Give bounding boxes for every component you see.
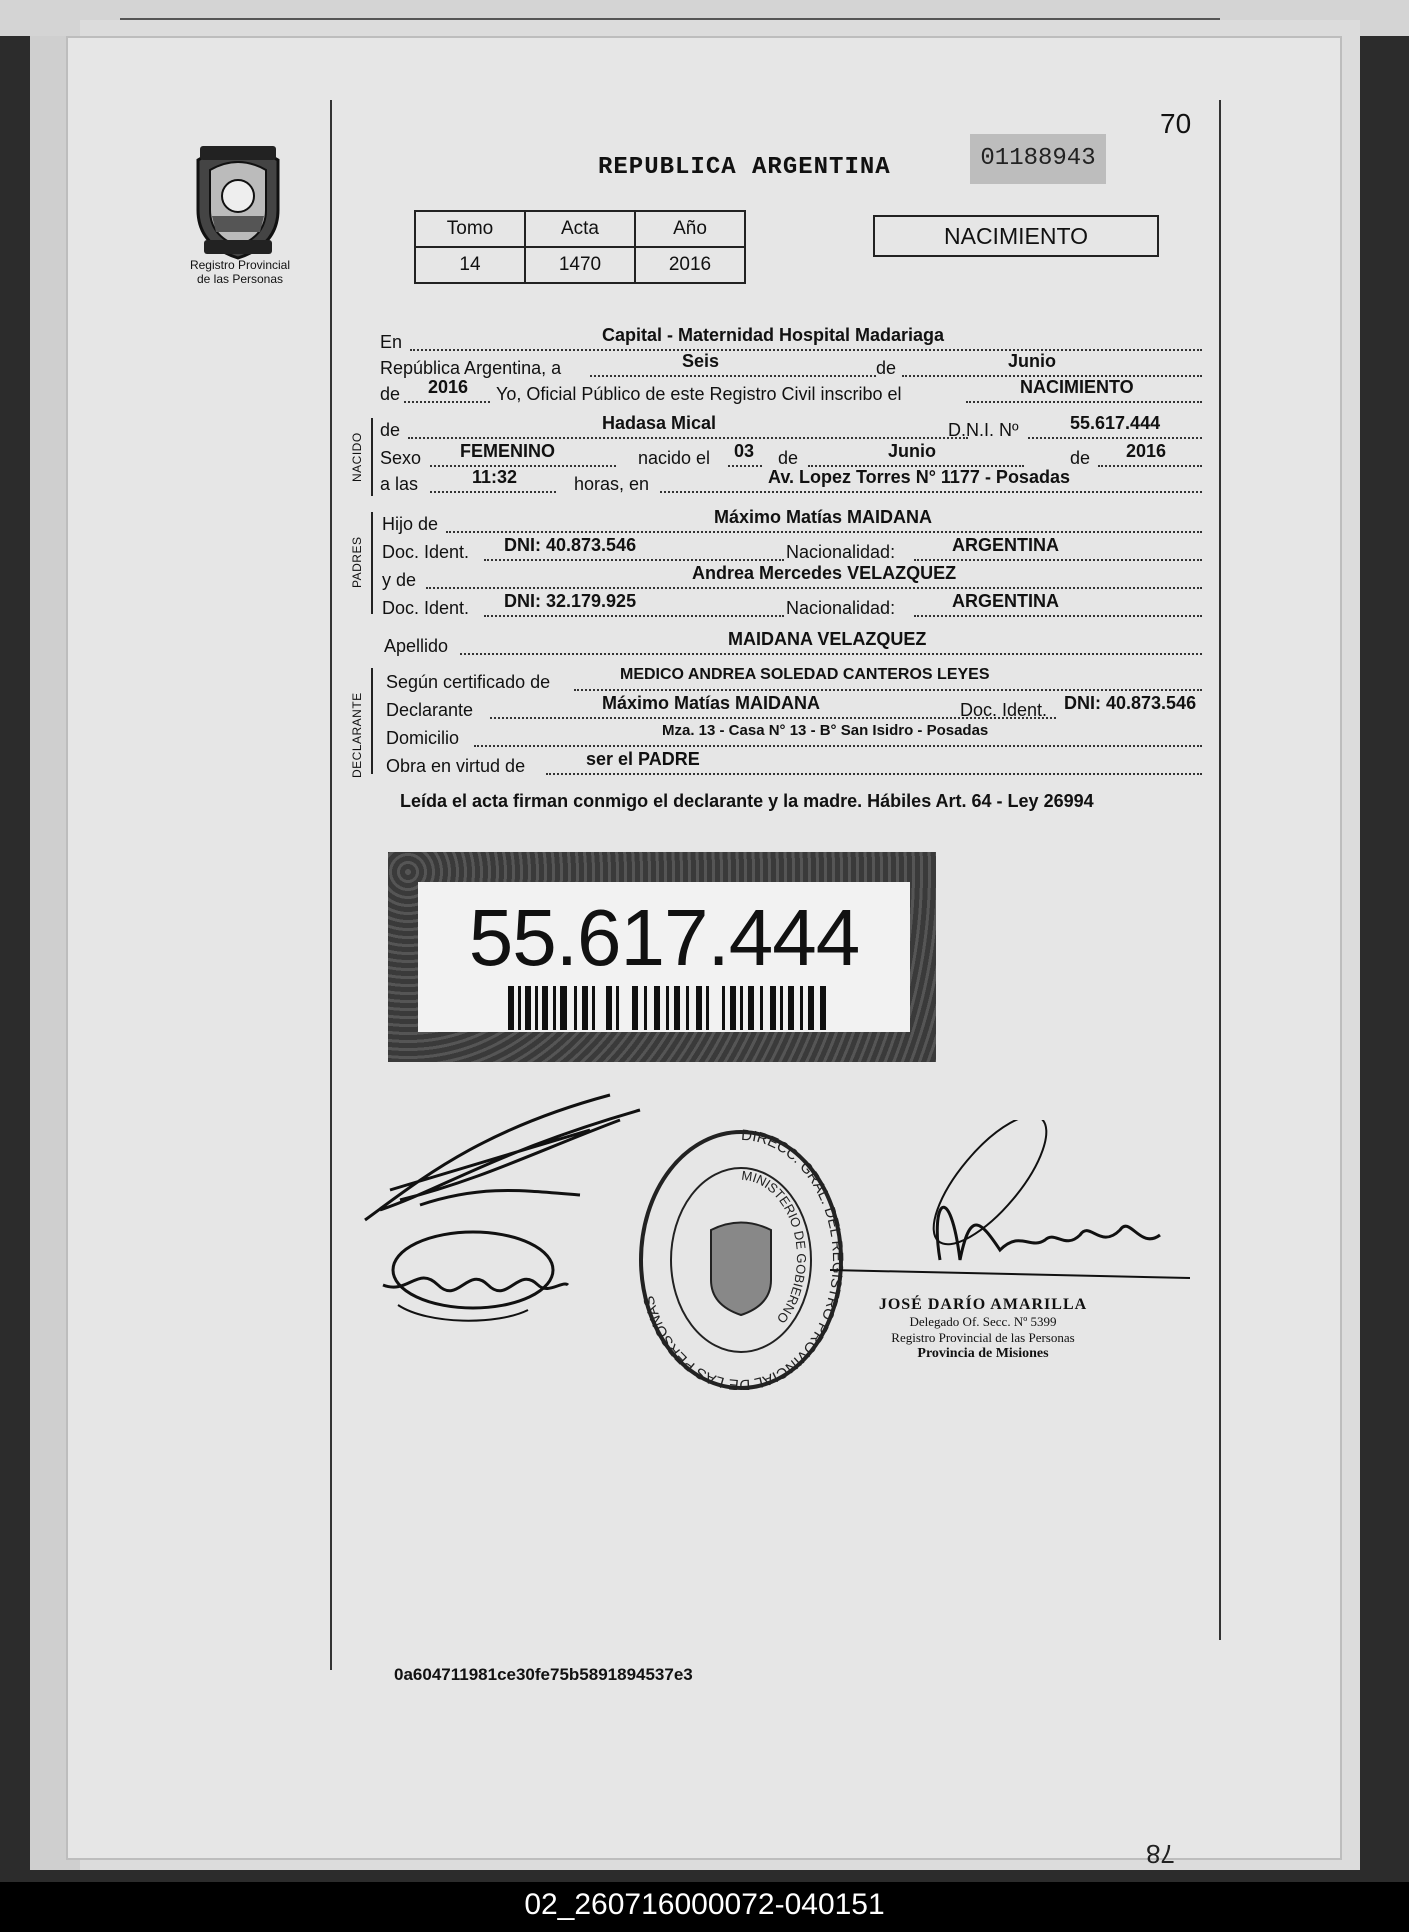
officer-title: Delegado Of. Secc. Nº 5399 bbox=[909, 1314, 1057, 1329]
certificate-value: MEDICO ANDREA SOLEDAD CANTEROS LEYES bbox=[620, 666, 990, 683]
officer-registry: Registro Provincial de las Personas bbox=[891, 1330, 1075, 1345]
mother-nat-label: Nacionalidad: bbox=[786, 598, 896, 618]
left-margin-line bbox=[330, 100, 332, 1670]
place-label: En bbox=[380, 332, 403, 352]
capacity-value: ser el PADRE bbox=[586, 749, 700, 769]
mother-doc-label: Doc. Ident. bbox=[382, 598, 470, 618]
right-margin-line bbox=[1219, 100, 1221, 1640]
registry-label bbox=[170, 258, 310, 286]
hours-label: horas, en bbox=[574, 474, 650, 494]
declarant-name: Máximo Matías MAIDANA bbox=[602, 693, 821, 713]
barcode-icon bbox=[508, 986, 828, 1030]
capacity-label: Obra en virtud de bbox=[386, 756, 526, 776]
mother-label: y de bbox=[382, 570, 417, 590]
table-value-row bbox=[415, 247, 745, 283]
born-de2-label: de bbox=[1070, 448, 1091, 468]
row-birth-time-place bbox=[380, 467, 1202, 496]
domicile-value: Mza. 13 - Casa N° 13 - B° San Isidro - Posadas bbox=[662, 722, 989, 739]
father-nationality: ARGENTINA bbox=[952, 535, 1059, 555]
signature-officer bbox=[830, 1120, 1200, 1320]
mother-doc: DNI: 32.179.925 bbox=[504, 591, 637, 611]
father-label: Hijo de bbox=[382, 514, 439, 534]
signature-mother bbox=[360, 1090, 660, 1230]
padres-bracket bbox=[371, 512, 373, 614]
child-dni: 55.617.444 bbox=[1070, 413, 1161, 433]
father-name: Máximo Matías MAIDANA bbox=[714, 507, 933, 527]
father-doc: DNI: 40.873.546 bbox=[504, 535, 637, 555]
declarant-doc-label: Doc. Ident. bbox=[960, 700, 1048, 720]
barcode-number: 55.617.444 bbox=[468, 893, 860, 982]
record-type-box: NACIMIENTO bbox=[873, 215, 1159, 257]
signature-declarant bbox=[378, 1225, 578, 1335]
row-place bbox=[380, 325, 1202, 354]
table-header-row bbox=[415, 211, 745, 247]
folio-number: 70 bbox=[1160, 108, 1192, 139]
date-day: Seis bbox=[682, 351, 720, 371]
dni-label: D.N.I. Nº bbox=[948, 420, 1019, 440]
officer-province: Provincia de Misiones bbox=[917, 1346, 1049, 1361]
officer-statement: Yo, Oficial Público de este Registro Civil inscribo el bbox=[496, 384, 902, 404]
surname-value: MAIDANA VELAZQUEZ bbox=[728, 629, 927, 649]
date-year: 2016 bbox=[428, 377, 469, 397]
time-label: a las bbox=[380, 474, 419, 494]
declarante-bracket bbox=[371, 668, 373, 774]
born-label: nacido el bbox=[638, 448, 711, 468]
header-ano: Año bbox=[635, 211, 745, 247]
date-prefix-label: República Argentina, a bbox=[380, 358, 562, 378]
value-tomo: 14 bbox=[415, 247, 525, 283]
scan-identifier: 02_260716000072-040151 bbox=[524, 1888, 885, 1921]
registry-label-line2: de las Personas bbox=[196, 272, 284, 286]
seal-outer-text: DIRECC. GRAL. DEL REGISTRO PROVINCIAL DE LAS PERSONAS bbox=[640, 1126, 846, 1390]
declarant-label: Declarante bbox=[386, 700, 474, 720]
officer-stamp bbox=[858, 1296, 1108, 1362]
row-mother-doc bbox=[382, 591, 1202, 620]
birth-time: 11:32 bbox=[472, 467, 518, 487]
closing-statement: Leída el acta firman conmigo el declarante y la madre. Hábiles Art. 64 - Ley 26994 bbox=[400, 791, 1094, 811]
row-capacity bbox=[386, 749, 1202, 778]
back-page-number: 78 bbox=[1146, 1839, 1175, 1869]
header-acta: Acta bbox=[525, 211, 635, 247]
domicile-label: Domicilio bbox=[386, 728, 460, 748]
father-nat-label: Nacionalidad: bbox=[786, 542, 896, 562]
serial-number: 01188943 bbox=[970, 134, 1106, 184]
born-day: 03 bbox=[734, 441, 755, 461]
province-crest-icon bbox=[190, 140, 286, 260]
officer-name: JOSÉ DARÍO AMARILLA bbox=[878, 1296, 1088, 1313]
date-month: Junio bbox=[1008, 351, 1056, 371]
official-seal-icon bbox=[636, 1120, 846, 1390]
declarante-section-label: DECLARANTE bbox=[350, 692, 364, 778]
birth-place: Av. Lopez Torres N° 1177 - Posadas bbox=[768, 467, 1070, 487]
certificate-label: Según certificado de bbox=[386, 672, 551, 692]
header-tomo: Tomo bbox=[415, 211, 525, 247]
value-acta: 1470 bbox=[525, 247, 635, 283]
date-de2-label: de bbox=[380, 384, 401, 404]
country-title: REPUBLICA ARGENTINA bbox=[598, 154, 891, 181]
row-officer-statement bbox=[380, 377, 1202, 406]
mother-name: Andrea Mercedes VELAZQUEZ bbox=[692, 563, 957, 583]
document-hash: 0a604711981ce30fe75b5891894537e3 bbox=[394, 1665, 693, 1684]
padres-section-label: PADRES bbox=[350, 536, 364, 588]
born-year: 2016 bbox=[1126, 441, 1167, 461]
mother-nationality: ARGENTINA bbox=[952, 591, 1059, 611]
seal-inner-text: MINISTERIO DE GOBIERNO bbox=[740, 1167, 809, 1327]
value-ano: 2016 bbox=[635, 247, 745, 283]
dni-barcode-sticker bbox=[388, 852, 936, 1062]
row-surname bbox=[384, 629, 1202, 658]
date-de-label: de bbox=[876, 358, 897, 378]
surname-label: Apellido bbox=[384, 636, 449, 656]
born-month: Junio bbox=[888, 441, 936, 461]
row-domicile bbox=[386, 722, 1202, 750]
declarant-doc: DNI: 40.873.546 bbox=[1064, 693, 1197, 713]
tomo-acta-ano-table bbox=[414, 210, 746, 284]
father-doc-label: Doc. Ident. bbox=[382, 542, 470, 562]
sex-label: Sexo bbox=[380, 448, 422, 468]
nacido-bracket bbox=[371, 418, 373, 496]
born-de-label: de bbox=[778, 448, 799, 468]
act-type: NACIMIENTO bbox=[1020, 377, 1134, 397]
registry-label-line1: Registro Provincial bbox=[189, 258, 291, 272]
child-sex: FEMENINO bbox=[460, 441, 556, 461]
place-value: Capital - Maternidad Hospital Madariaga bbox=[602, 325, 945, 345]
child-name-label: de bbox=[380, 420, 401, 440]
nacido-section-label: NACIDO bbox=[350, 432, 364, 482]
child-name: Hadasa Mical bbox=[602, 413, 717, 433]
